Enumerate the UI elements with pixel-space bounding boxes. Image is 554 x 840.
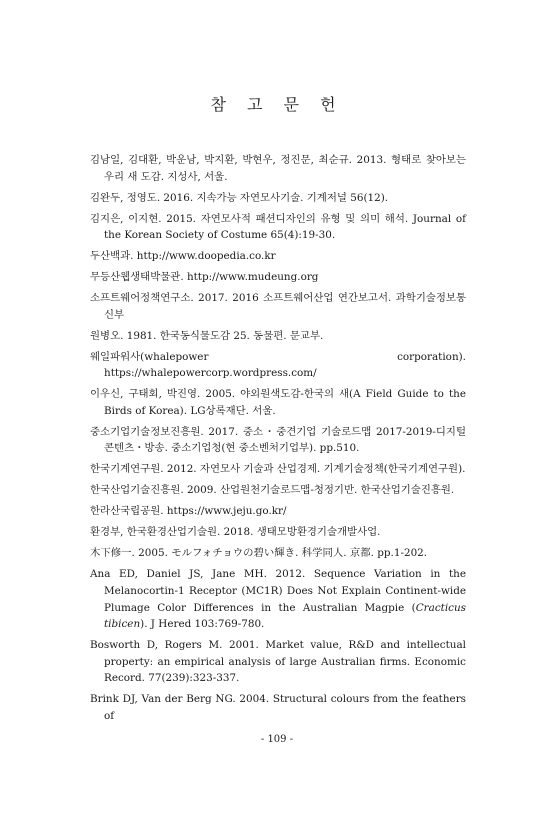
reference-item: 무등산웹생태박물관. http://www.mudeung.org <box>90 271 319 284</box>
reference-item: 웨일파워사(whalepower corporation). https://whalepowercorp.wordpress.com/ <box>90 350 466 380</box>
reference-item: 소프트웨어정책연구소. 2017. 2016 소프트웨어산업 연간보고서. 과학기술정보통신부 <box>90 292 466 321</box>
reference-text: Ana ED, Daniel JS, Jane MH. 2012. Sequence Variation in the Melanocortin-1 Receptor (MC1R) Does Not Explain Continent-wide Plumage Color Differences in the Australian Magpie ( <box>90 568 466 614</box>
reference-item: 한라산국립공원. https://www.jeju.go.kr/ <box>90 505 287 518</box>
reference-list <box>90 152 466 729</box>
reference-item: 김남일, 김대환, 박운남, 박지환, 박현우, 정진문, 최순규. 2013. 형태로 찾아보는 우리 새 도감. 지성사, 서울. <box>90 154 466 183</box>
reference-item: 환경부, 한국환경산업기술원. 2018. 생태모방환경기술개발사업. <box>90 526 381 539</box>
reference-item: 두산백과. http://www.doopedia.co.kr <box>90 250 276 263</box>
reference-item: 중소기업기술정보진흥원. 2017. 중소・중견기업 기술로드맵 2017-2019-디지털콘텐츠・방송. 중소기업청(현 중소벤처기업부). pp.510. <box>90 425 466 455</box>
reference-item: 한국기계연구원. 2012. 자연모사 기술과 산업경제. 기계기술정책(한국기계연구원). <box>90 463 466 476</box>
reference-item: 김지은, 이지현. 2015. 자연모사적 패션디자인의 유형 및 의미 해석. Journal of the Korean Society of Costume 65(4):19-30. <box>90 212 466 242</box>
page-number: - 109 - <box>260 734 294 745</box>
reference-item: 이우신, 구태회, 박진영. 2005. 야외원색도감-한국의 새(A Field Guide to the Birds of Korea). LG상록재단. 서울. <box>90 388 466 417</box>
reference-item: 김완두, 정영도. 2016. 지속가능 자연모사기술. 기계저널 56(12). <box>90 191 389 204</box>
reference-item: 원병오. 1981. 한국동식물도감 25. 동물편. 문교부. <box>90 329 324 342</box>
reference-item <box>90 566 466 632</box>
species-name-italic: Cracticus tibicen <box>104 601 466 631</box>
reference-item: Bosworth D, Rogers M. 2001. Market value, R&D and intellectual property: an empirical analysis of large Australian firms. Economic Record. 77(239):323-337. <box>90 639 466 685</box>
page-title: 참 고 문 헌 <box>210 95 344 114</box>
reference-item: 한국산업기술진흥원. 2009. 산업원천기술로드맵-청정기반. 한국산업기술진흥원. <box>90 484 455 497</box>
reference-item: 木下修一. 2005. モルフォチョウの碧い輝き. 科学同人. 京都. pp.1-202. <box>90 547 428 560</box>
reference-item: Brink DJ, Van der Berg NG. 2004. Structural colours from the feathers of <box>90 693 466 722</box>
reference-text: ). J Hered 103:769-780. <box>140 618 265 631</box>
